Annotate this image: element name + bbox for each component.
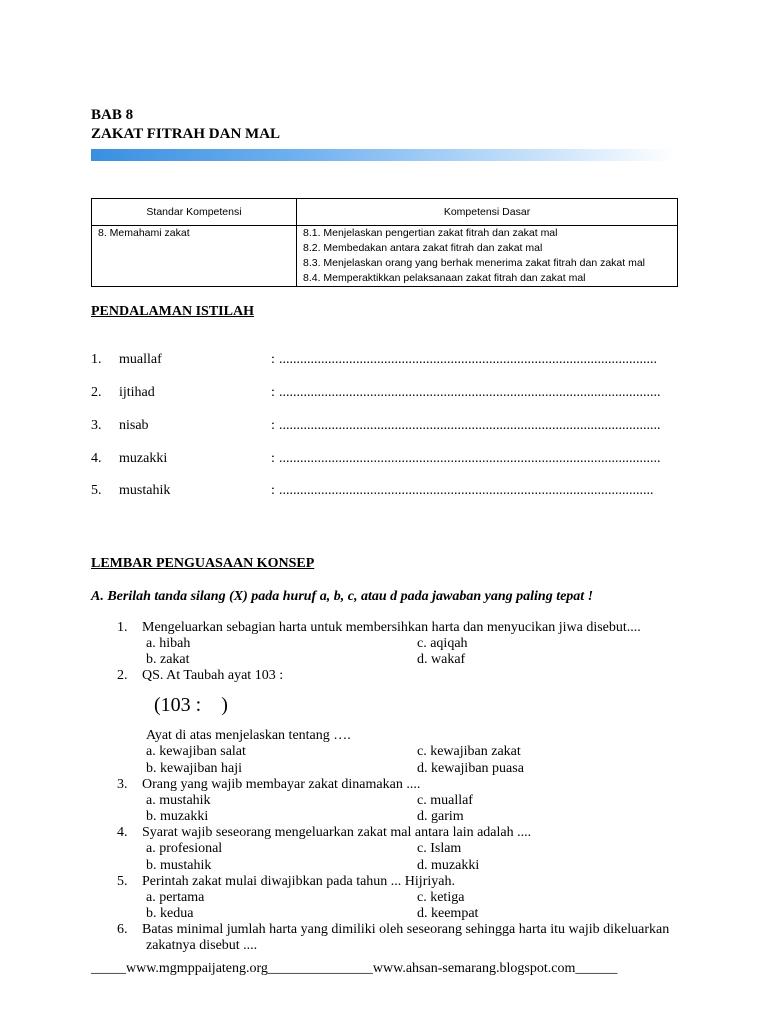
basic-cell [297, 226, 678, 287]
question-number: 3. [117, 777, 128, 792]
answer-blank[interactable]: ............................................................................................................. [279, 451, 661, 466]
option-a[interactable]: a. profesional [146, 841, 223, 856]
answer-blank[interactable]: ............................................................................................................. [279, 418, 661, 433]
footer-links: _____www.mgmppaijateng.org_______________www.ahsan-semarang.blogspot.com______ [91, 961, 618, 976]
title-gradient-bar [91, 149, 676, 161]
option-b[interactable]: b. kedua [146, 906, 194, 921]
option-d[interactable]: d. kewajiban puasa [417, 761, 524, 776]
option-b[interactable]: b. zakat [146, 652, 190, 667]
answer-blank[interactable]: ........................................................................................................... [279, 483, 654, 498]
standard-text: 8. Memahami zakat [98, 227, 190, 239]
term-word: muzakki [119, 451, 168, 466]
question-text: Mengeluarkan sebagian harta untuk membersihkan harta dan menyucikan jiwa disebut.... [142, 620, 641, 635]
competency-table [91, 198, 678, 287]
term-number: 1. [91, 352, 102, 367]
term-word: nisab [119, 418, 149, 433]
question-text: Syarat wajib seseorang mengeluarkan zakat mal antara lain adalah .... [142, 825, 532, 840]
term-colon: : [271, 418, 275, 433]
basic-item: 8.2. Membedakan antara zakat fitrah dan zakat mal [303, 242, 543, 254]
col-header-basic: Kompetensi Dasar [297, 199, 678, 226]
question-text: Orang yang wajib membayar zakat dinamakan .... [142, 777, 421, 792]
term-row [91, 418, 691, 438]
option-a[interactable]: a. mustahik [146, 793, 211, 808]
term-row [91, 385, 691, 405]
question-subtext: Ayat di atas menjelaskan tentang …. [146, 728, 351, 743]
term-word: ijtihad [119, 385, 155, 400]
option-a[interactable]: a. pertama [146, 890, 205, 905]
col-header-standard: Standar Kompetensi [92, 199, 297, 226]
term-word: mustahik [119, 483, 171, 498]
standard-cell [92, 226, 297, 287]
question-number: 4. [117, 825, 128, 840]
term-colon: : [271, 385, 275, 400]
question-number: 2. [117, 668, 128, 683]
option-d[interactable]: d. muzakki [417, 858, 480, 873]
chapter-title: ZAKAT FITRAH DAN MAL [91, 126, 281, 142]
basic-item: 8.4. Memperaktikkan pelaksanaan zakat fitrah dan zakat mal [303, 272, 586, 284]
term-number: 5. [91, 483, 102, 498]
answer-blank[interactable]: ............................................................................................................. [279, 385, 661, 400]
option-a[interactable]: a. hibah [146, 636, 191, 651]
option-d[interactable]: d. keempat [417, 906, 479, 921]
question-text: Batas minimal jumlah harta yang dimiliki oleh seseorang sehingga harta itu wajib dikeluarkan [142, 922, 670, 937]
question-text: QS. At Taubah ayat 103 : [142, 668, 284, 683]
term-number: 3. [91, 418, 102, 433]
term-number: 4. [91, 451, 102, 466]
option-c[interactable]: c. ketiga [417, 890, 465, 905]
option-b[interactable]: b. muzakki [146, 809, 209, 824]
term-colon: : [271, 451, 275, 466]
basic-item: 8.3. Menjelaskan orang yang berhak menerima zakat fitrah dan zakat mal [303, 257, 646, 269]
question-text: Perintah zakat mulai diwajibkan pada tahun ... Hijriyah. [142, 874, 455, 889]
basic-item: 8.1. Menjelaskan pengertian zakat fitrah dan zakat mal [303, 227, 558, 239]
option-b[interactable]: b. kewajiban haji [146, 761, 243, 776]
answer-blank[interactable]: ............................................................................................................ [279, 352, 657, 367]
option-c[interactable]: c. muallaf [417, 793, 473, 808]
concept-section-title: LEMBAR PENGUASAAN KONSEP [91, 556, 315, 571]
term-colon: : [271, 352, 275, 367]
term-word: muallaf [119, 352, 162, 367]
option-d[interactable]: d. wakaf [417, 652, 466, 667]
question-number: 6. [117, 922, 128, 937]
option-d[interactable]: d. garim [417, 809, 464, 824]
option-c[interactable]: c. Islam [417, 841, 462, 856]
option-b[interactable]: b. mustahik [146, 858, 212, 873]
term-colon: : [271, 483, 275, 498]
option-c[interactable]: c. kewajiban zakat [417, 744, 521, 759]
question-text-continued: zakatnya disebut .... [146, 938, 258, 953]
terms-section-title: PENDALAMAN ISTILAH [91, 304, 254, 319]
option-a[interactable]: a. kewajiban salat [146, 744, 246, 759]
chapter-label: BAB 8 [91, 107, 134, 123]
verse-reference: (103 : ) [154, 694, 228, 716]
term-row [91, 483, 691, 503]
question-number: 5. [117, 874, 128, 889]
term-row [91, 451, 691, 471]
option-c[interactable]: c. aqiqah [417, 636, 468, 651]
instruction-text: A. Berilah tanda silang (X) pada huruf a, b, c, atau d pada jawaban yang paling tepat ! [91, 589, 594, 604]
question-number: 1. [117, 620, 128, 635]
term-number: 2. [91, 385, 102, 400]
term-row [91, 352, 691, 372]
